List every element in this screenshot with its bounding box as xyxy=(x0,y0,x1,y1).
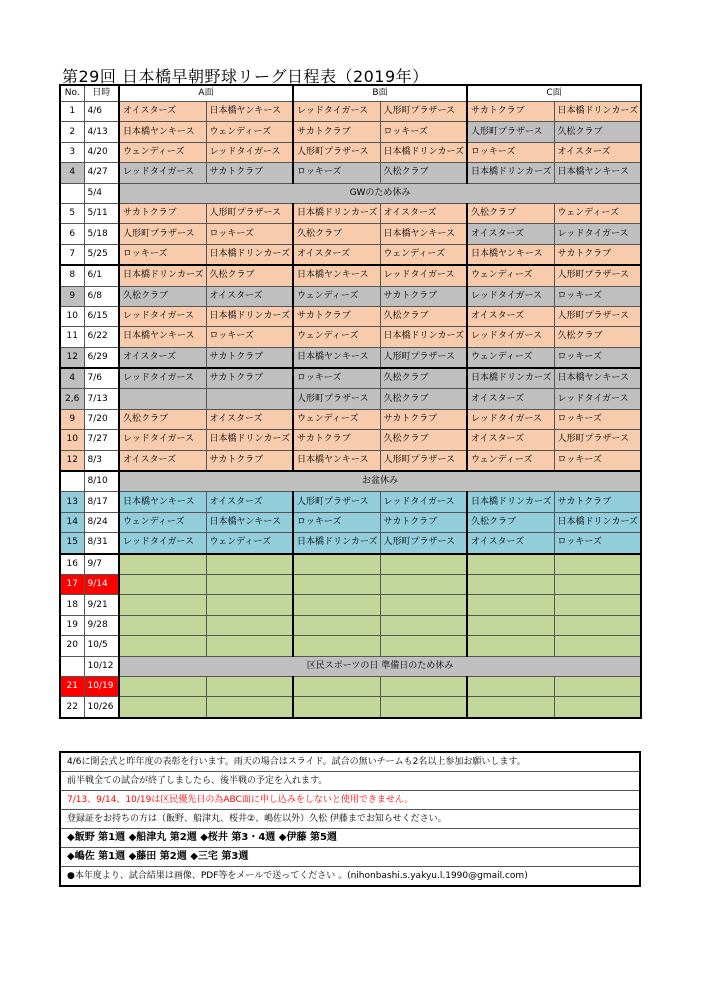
team-cell: オイスターズ xyxy=(467,224,554,244)
round-number: 8 xyxy=(60,265,84,286)
match-row xyxy=(60,615,641,635)
match-row xyxy=(60,389,641,409)
note-text: 4/6に開会式と昨年度の表彰を行います。雨天の場合はスライド。試合の無いチームも2名以上参加お願いします。 xyxy=(60,752,640,772)
team-cell xyxy=(554,595,641,615)
round-number: 16 xyxy=(60,554,84,575)
team-cell: 日本橋ドリンカーズ xyxy=(293,533,380,554)
round-number: 3 xyxy=(60,142,84,162)
holiday-row xyxy=(60,656,641,676)
team-cell: サカトクラブ xyxy=(206,163,293,183)
round-number: 13 xyxy=(60,492,84,512)
team-cell: 日本橋ヤンキース xyxy=(206,512,293,532)
note-text: ●本年度より、試合結果は画像、PDF等をメールで送ってください 。(nihonbashi.s.yakyu.l.1990@gmail.com) xyxy=(60,867,640,887)
match-date: 10/5 xyxy=(84,636,119,656)
team-cell: 日本橋ヤンキース xyxy=(293,450,380,471)
match-row xyxy=(60,163,641,183)
round-number: 4 xyxy=(60,368,84,389)
team-cell: サカトクラブ xyxy=(554,492,641,512)
team-cell: 人形町プラザース xyxy=(206,203,293,223)
holiday-note: GWのため休み xyxy=(119,183,641,203)
team-cell xyxy=(119,389,206,409)
team-cell: ロッキーズ xyxy=(554,347,641,368)
team-cell xyxy=(119,554,206,575)
match-row xyxy=(60,224,641,244)
team-cell xyxy=(467,554,554,575)
team-cell: 久松クラブ xyxy=(380,368,467,389)
team-cell xyxy=(293,697,380,718)
team-cell: レッドタイガース xyxy=(206,142,293,162)
team-cell: 日本橋ドリンカーズ xyxy=(554,512,641,532)
match-date: 10/12 xyxy=(84,656,119,676)
team-cell: レッドタイガース xyxy=(380,265,467,286)
team-cell: 久松クラブ xyxy=(206,265,293,286)
team-cell: サカトクラブ xyxy=(119,203,206,223)
team-cell: サカトクラブ xyxy=(293,430,380,450)
match-row xyxy=(60,347,641,368)
note-row xyxy=(60,772,640,791)
team-cell xyxy=(119,636,206,656)
team-cell: 人形町プラザース xyxy=(293,492,380,512)
match-date: 4/27 xyxy=(84,163,119,183)
team-cell: ウェンディーズ xyxy=(206,122,293,142)
team-cell xyxy=(554,615,641,635)
team-cell: オイスターズ xyxy=(119,450,206,471)
match-row xyxy=(60,286,641,306)
match-row xyxy=(60,327,641,347)
note-row xyxy=(60,791,640,810)
match-date: 6/8 xyxy=(84,286,119,306)
team-cell xyxy=(554,697,641,718)
round-number: 22 xyxy=(60,697,84,718)
match-date: 5/11 xyxy=(84,203,119,223)
team-cell: ロッキーズ xyxy=(554,450,641,471)
team-cell: ロッキーズ xyxy=(554,286,641,306)
round-number: 12 xyxy=(60,450,84,471)
round-number: 1 xyxy=(60,102,84,122)
team-cell xyxy=(206,595,293,615)
match-row xyxy=(60,697,641,718)
team-cell xyxy=(380,697,467,718)
match-row xyxy=(60,595,641,615)
round-number: 12 xyxy=(60,347,84,368)
team-cell: 日本橋ヤンキース xyxy=(119,492,206,512)
team-cell: 日本橋ヤンキース xyxy=(380,224,467,244)
team-cell: レッドタイガース xyxy=(467,286,554,306)
team-cell: 日本橋ドリンカーズ xyxy=(467,163,554,183)
team-cell: 久松クラブ xyxy=(467,203,554,223)
match-date: 10/26 xyxy=(84,697,119,718)
team-cell xyxy=(293,636,380,656)
team-cell: 日本橋ドリンカーズ xyxy=(119,265,206,286)
match-row xyxy=(60,142,641,162)
note-text: ◆飯野 第1週 ◆船津丸 第2週 ◆桜井 第3・4週 ◆伊藤 第5週 xyxy=(60,829,640,848)
team-cell xyxy=(206,615,293,635)
team-cell: ウェンディーズ xyxy=(206,533,293,554)
team-cell: 日本橋ドリンカーズ xyxy=(293,203,380,223)
note-row xyxy=(60,848,640,867)
match-date: 9/21 xyxy=(84,595,119,615)
holiday-note: お盆休み xyxy=(119,471,641,492)
team-cell: ウェンディーズ xyxy=(380,244,467,265)
team-cell: オイスターズ xyxy=(206,286,293,306)
match-row xyxy=(60,122,641,142)
match-date: 7/27 xyxy=(84,430,119,450)
schedule-table xyxy=(59,84,642,719)
team-cell xyxy=(293,554,380,575)
team-cell: レッドタイガース xyxy=(119,163,206,183)
header-row xyxy=(60,85,641,102)
team-cell: 日本橋ヤンキース xyxy=(467,244,554,265)
team-cell: 人形町プラザース xyxy=(554,265,641,286)
team-cell: 日本橋ドリンカーズ xyxy=(206,430,293,450)
team-cell xyxy=(554,574,641,594)
team-cell: ウェンディーズ xyxy=(293,327,380,347)
round-number: 4 xyxy=(60,163,84,183)
match-date: 4/20 xyxy=(84,142,119,162)
match-date: 8/10 xyxy=(84,471,119,492)
match-row xyxy=(60,492,641,512)
team-cell: レッドタイガース xyxy=(554,224,641,244)
match-date: 5/4 xyxy=(84,183,119,203)
team-cell: 日本橋ドリンカーズ xyxy=(467,492,554,512)
round-number: 10 xyxy=(60,430,84,450)
match-date: 7/13 xyxy=(84,389,119,409)
team-cell: 日本橋ヤンキース xyxy=(119,122,206,142)
team-cell: 久松クラブ xyxy=(380,389,467,409)
team-cell: ロッキーズ xyxy=(119,244,206,265)
team-cell: サカトクラブ xyxy=(554,244,641,265)
team-cell: 日本橋ドリンカーズ xyxy=(554,102,641,122)
match-date: 10/19 xyxy=(84,676,119,696)
team-cell: サカトクラブ xyxy=(206,368,293,389)
team-cell: ロッキーズ xyxy=(293,368,380,389)
page-title: 第29回 日本橋早朝野球リーグ日程表（2019年） xyxy=(62,67,429,86)
team-cell: ウェンディーズ xyxy=(119,512,206,532)
team-cell: 日本橋ドリンカーズ xyxy=(206,306,293,326)
team-cell: 人形町プラザース xyxy=(380,102,467,122)
team-cell xyxy=(293,676,380,696)
team-cell: ウェンディーズ xyxy=(467,265,554,286)
match-date: 9/7 xyxy=(84,554,119,575)
round-number: 21 xyxy=(60,676,84,696)
team-cell xyxy=(119,574,206,594)
match-row xyxy=(60,676,641,696)
match-date: 4/13 xyxy=(84,122,119,142)
team-cell: ロッキーズ xyxy=(206,224,293,244)
team-cell xyxy=(206,697,293,718)
team-cell: ロッキーズ xyxy=(206,327,293,347)
round-number: 7 xyxy=(60,244,84,265)
holiday-row xyxy=(60,471,641,492)
round-number: 2,6 xyxy=(60,389,84,409)
match-row xyxy=(60,306,641,326)
team-cell: 人形町プラザース xyxy=(119,224,206,244)
match-date: 8/17 xyxy=(84,492,119,512)
header-court-b: B面 xyxy=(293,85,467,102)
round-number: 17 xyxy=(60,574,84,594)
round-number: 2 xyxy=(60,122,84,142)
round-number: 14 xyxy=(60,512,84,532)
round-number: 5 xyxy=(60,203,84,223)
team-cell: 久松クラブ xyxy=(380,163,467,183)
team-cell xyxy=(293,615,380,635)
team-cell xyxy=(467,636,554,656)
team-cell: 日本橋ドリンカーズ xyxy=(380,327,467,347)
team-cell: 人形町プラザース xyxy=(293,142,380,162)
round-number xyxy=(60,656,84,676)
team-cell xyxy=(554,676,641,696)
round-number: 10 xyxy=(60,306,84,326)
team-cell: 日本橋ヤンキース xyxy=(554,163,641,183)
team-cell: ロッキーズ xyxy=(380,122,467,142)
team-cell: サカトクラブ xyxy=(206,347,293,368)
team-cell: オイスターズ xyxy=(293,244,380,265)
team-cell: サカトクラブ xyxy=(293,122,380,142)
team-cell: 久松クラブ xyxy=(467,512,554,532)
match-date: 5/18 xyxy=(84,224,119,244)
match-date: 4/6 xyxy=(84,102,119,122)
team-cell: ウェンディーズ xyxy=(467,347,554,368)
match-date: 7/6 xyxy=(84,368,119,389)
team-cell: オイスターズ xyxy=(554,142,641,162)
team-cell xyxy=(467,574,554,594)
match-row xyxy=(60,554,641,575)
team-cell: ウェンディーズ xyxy=(293,409,380,429)
match-date: 5/25 xyxy=(84,244,119,265)
team-cell xyxy=(206,389,293,409)
team-cell xyxy=(380,574,467,594)
team-cell xyxy=(380,554,467,575)
team-cell: オイスターズ xyxy=(206,409,293,429)
team-cell: レッドタイガース xyxy=(467,409,554,429)
team-cell: 人形町プラザース xyxy=(554,430,641,450)
team-cell: レッドタイガース xyxy=(380,492,467,512)
round-number: 15 xyxy=(60,533,84,554)
note-text: 前半戦全ての試合が終了しましたら、後半戦の予定を入れます。 xyxy=(60,772,640,791)
team-cell: レッドタイガース xyxy=(119,368,206,389)
team-cell: 久松クラブ xyxy=(554,327,641,347)
match-date: 8/24 xyxy=(84,512,119,532)
team-cell: ウェンディーズ xyxy=(467,450,554,471)
team-cell: ウェンディーズ xyxy=(554,203,641,223)
team-cell: 人形町プラザース xyxy=(380,347,467,368)
team-cell: 日本橋ヤンキース xyxy=(293,347,380,368)
team-cell: ウェンディーズ xyxy=(293,286,380,306)
team-cell: オイスターズ xyxy=(467,306,554,326)
team-cell xyxy=(206,574,293,594)
team-cell xyxy=(119,615,206,635)
team-cell: オイスターズ xyxy=(467,533,554,554)
team-cell xyxy=(119,697,206,718)
team-cell xyxy=(467,676,554,696)
match-row xyxy=(60,265,641,286)
team-cell: 日本橋ドリンカーズ xyxy=(206,244,293,265)
team-cell: 日本橋ドリンカーズ xyxy=(467,368,554,389)
team-cell: レッドタイガース xyxy=(467,327,554,347)
match-row xyxy=(60,430,641,450)
team-cell: 日本橋ヤンキース xyxy=(554,368,641,389)
note-row xyxy=(60,752,640,772)
match-date: 9/28 xyxy=(84,615,119,635)
team-cell xyxy=(554,554,641,575)
header-court-c: C面 xyxy=(467,85,641,102)
team-cell xyxy=(293,574,380,594)
team-cell: オイスターズ xyxy=(119,102,206,122)
round-number: 9 xyxy=(60,286,84,306)
match-row xyxy=(60,533,641,554)
team-cell: ウェンディーズ xyxy=(119,142,206,162)
round-number xyxy=(60,471,84,492)
note-text: ◆嶋佐 第1週 ◆藤田 第2週 ◆三宅 第3週 xyxy=(60,848,640,867)
team-cell: レッドタイガース xyxy=(119,533,206,554)
team-cell xyxy=(206,554,293,575)
team-cell: サカトクラブ xyxy=(293,306,380,326)
team-cell: オイスターズ xyxy=(467,389,554,409)
team-cell xyxy=(467,595,554,615)
team-cell: 日本橋ヤンキース xyxy=(293,265,380,286)
team-cell: 日本橋ドリンカーズ xyxy=(380,142,467,162)
team-cell: 人形町プラザース xyxy=(293,389,380,409)
match-row xyxy=(60,512,641,532)
match-date: 6/29 xyxy=(84,347,119,368)
team-cell: 人形町プラザース xyxy=(380,533,467,554)
team-cell: 人形町プラザース xyxy=(467,122,554,142)
team-cell xyxy=(206,676,293,696)
match-date: 6/15 xyxy=(84,306,119,326)
team-cell xyxy=(119,676,206,696)
team-cell: レッドタイガース xyxy=(119,306,206,326)
team-cell xyxy=(554,636,641,656)
team-cell: ロッキーズ xyxy=(554,533,641,554)
note-text: 7/13、9/14、10/19は区民優先日の為ABC面に申し込みをしないと使用できません。 xyxy=(60,791,640,810)
team-cell: サカトクラブ xyxy=(380,286,467,306)
round-number: 20 xyxy=(60,636,84,656)
team-cell: 久松クラブ xyxy=(380,306,467,326)
match-row xyxy=(60,636,641,656)
team-cell xyxy=(293,595,380,615)
team-cell xyxy=(467,615,554,635)
header-court-a: A面 xyxy=(119,85,293,102)
team-cell: サカトクラブ xyxy=(380,512,467,532)
round-number: 19 xyxy=(60,615,84,635)
round-number: 18 xyxy=(60,595,84,615)
team-cell: レッドタイガース xyxy=(119,430,206,450)
team-cell: 久松クラブ xyxy=(119,286,206,306)
team-cell: オイスターズ xyxy=(206,492,293,512)
header-date: 日時 xyxy=(84,85,119,102)
team-cell: 人形町プラザース xyxy=(554,306,641,326)
team-cell: オイスターズ xyxy=(467,430,554,450)
team-cell xyxy=(380,615,467,635)
round-number: 9 xyxy=(60,409,84,429)
team-cell xyxy=(467,697,554,718)
match-row xyxy=(60,203,641,223)
match-date: 6/22 xyxy=(84,327,119,347)
team-cell: レッドタイガース xyxy=(293,102,380,122)
team-cell: レッドタイガース xyxy=(554,389,641,409)
team-cell: サカトクラブ xyxy=(467,102,554,122)
round-number: 6 xyxy=(60,224,84,244)
team-cell xyxy=(380,636,467,656)
team-cell: 久松クラブ xyxy=(119,409,206,429)
match-row xyxy=(60,368,641,389)
team-cell: 久松クラブ xyxy=(293,224,380,244)
round-number xyxy=(60,183,84,203)
match-row xyxy=(60,244,641,265)
match-row xyxy=(60,574,641,594)
team-cell: 久松クラブ xyxy=(554,122,641,142)
note-row xyxy=(60,867,640,887)
team-cell xyxy=(380,676,467,696)
round-number: 11 xyxy=(60,327,84,347)
match-row xyxy=(60,450,641,471)
team-cell: サカトクラブ xyxy=(380,409,467,429)
note-row xyxy=(60,810,640,829)
team-cell xyxy=(206,636,293,656)
match-row xyxy=(60,409,641,429)
team-cell xyxy=(380,595,467,615)
match-date: 7/20 xyxy=(84,409,119,429)
team-cell: サカトクラブ xyxy=(206,450,293,471)
match-date: 6/1 xyxy=(84,265,119,286)
team-cell: ロッキーズ xyxy=(467,142,554,162)
team-cell xyxy=(119,595,206,615)
team-cell: 人形町プラザース xyxy=(380,450,467,471)
header-no: No. xyxy=(60,85,84,102)
notes-table xyxy=(59,751,641,887)
match-row xyxy=(60,102,641,122)
team-cell: 日本橋ヤンキース xyxy=(206,102,293,122)
team-cell: ロッキーズ xyxy=(554,409,641,429)
team-cell: 日本橋ヤンキース xyxy=(119,327,206,347)
team-cell: ロッキーズ xyxy=(293,512,380,532)
note-text: 登録証をお持ちの方は（飯野、船津丸、桜井②、嶋佐以外）久松 伊藤までお知らせください。 xyxy=(60,810,640,829)
note-row xyxy=(60,829,640,848)
team-cell: オイスターズ xyxy=(119,347,206,368)
match-date: 8/3 xyxy=(84,450,119,471)
holiday-note: 区民スポーツの日 準備日のため休み xyxy=(119,656,641,676)
team-cell: オイスターズ xyxy=(380,203,467,223)
match-date: 9/14 xyxy=(84,574,119,594)
team-cell: 久松クラブ xyxy=(380,430,467,450)
team-cell: ロッキーズ xyxy=(293,163,380,183)
holiday-row xyxy=(60,183,641,203)
match-date: 8/31 xyxy=(84,533,119,554)
